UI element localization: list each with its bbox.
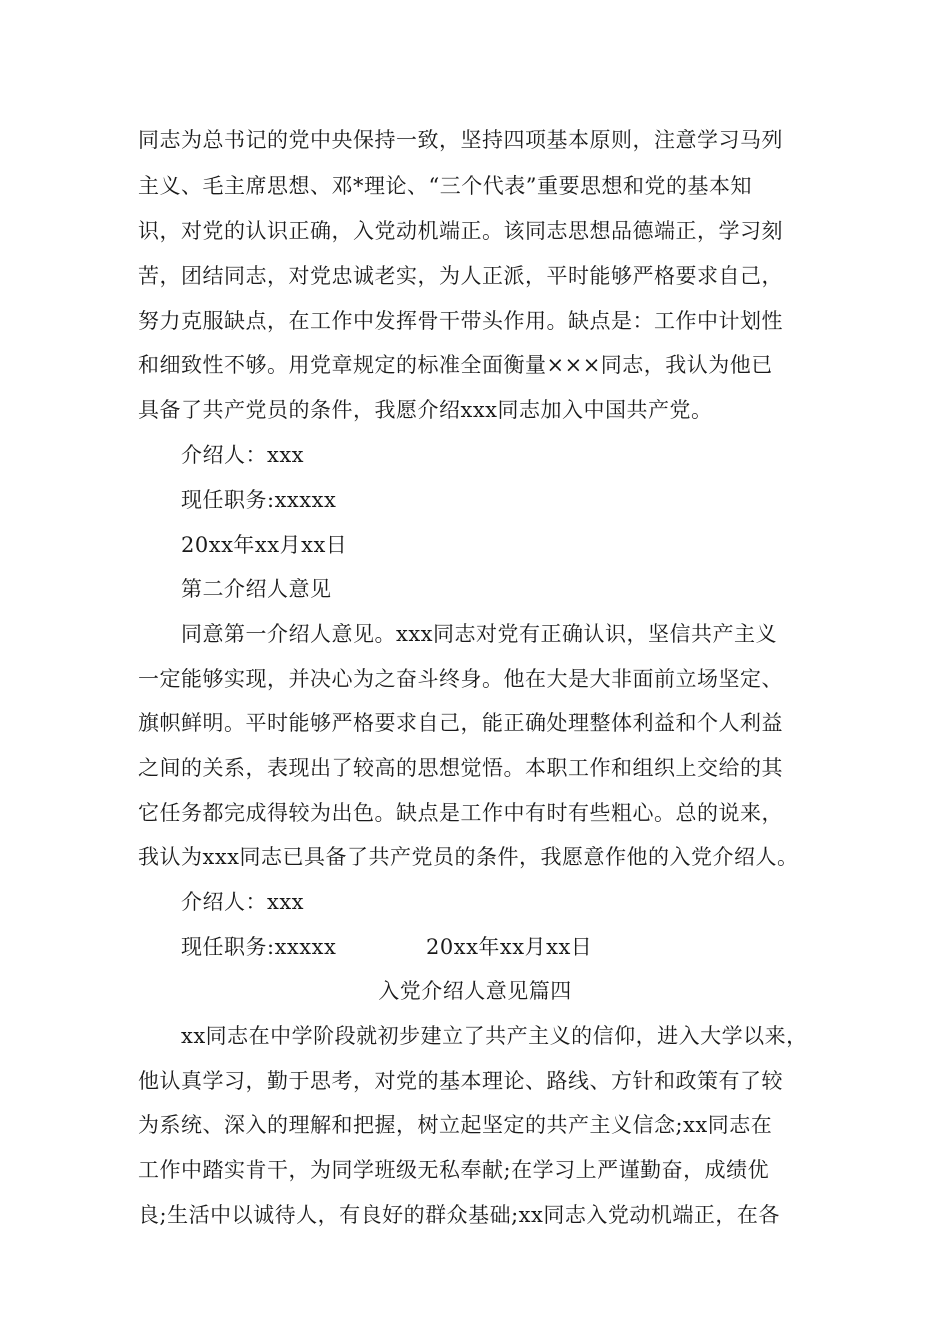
paragraph-2-line-2: 一定能够实现，并决心为之奋斗终身。他在大是大非面前立场坚定、 — [138, 667, 783, 691]
paragraph-3-line-5: 良;生活中以诚待人，有良好的群众基础;xx同志入党动机端正，在各 — [138, 1203, 780, 1227]
paragraph-2-line-5: 它任务都完成得较为出色。缺点是工作中有时有些粗心。总的说来， — [138, 801, 783, 825]
paragraph-2-line-6: 我认为xxx同志已具备了共产党员的条件，我愿意作他的入党介绍人。 — [138, 845, 799, 869]
paragraph-1-line-2: 主义、毛主席思想、邓*理论、“三个代表”重要思想和党的基本知 — [138, 174, 752, 198]
date-1: 20xx年xx月xx日 — [181, 533, 348, 557]
paragraph-3-line-4: 工作中踏实肯干，为同学班级无私奉献;在学习上严谨勤奋，成绩优 — [138, 1158, 770, 1182]
paragraph-3-line-2: 他认真学习，勤于思考，对党的基本理论、路线、方针和政策有了较 — [138, 1069, 783, 1093]
position-1: 现任职务:xxxxx — [181, 488, 337, 512]
section-2-title: 第二介绍人意见 — [181, 577, 332, 601]
introducer-1: 介绍人：xxx — [181, 443, 305, 467]
paragraph-1-line-7: 具备了共产党员的条件，我愿介绍xxx同志加入中国共产党。 — [138, 398, 713, 422]
paragraph-3-line-3: 为系统、深入的理解和把握，树立起坚定的共产主义信念;xx同志在 — [138, 1113, 773, 1137]
paragraph-1-line-3: 识，对党的认识正确，入党动机端正。该同志思想品德端正，学习刻 — [138, 219, 783, 243]
introducer-2: 介绍人：xxx — [181, 890, 305, 914]
paragraph-2-line-1: 同意第一介绍人意见。xxx同志对党有正确认识，坚信共产主义 — [181, 622, 778, 646]
position-2: 现任职务:xxxxx — [181, 935, 337, 959]
paragraph-1-line-6: 和细致性不够。用党章规定的标准全面衡量×××同志，我认为他已 — [138, 353, 773, 377]
paragraph-2-line-3: 旗帜鲜明。平时能够严格要求自己，能正确处理整体利益和个人利益 — [138, 711, 783, 735]
paragraph-1-line-4: 苦，团结同志，对党忠诚老实，为人正派，平时能够严格要求自己， — [138, 264, 783, 288]
section-4-title: 入党介绍人意见篇四 — [378, 979, 572, 1003]
paragraph-2-line-4: 之间的关系，表现出了较高的思想觉悟。本职工作和组织上交给的其 — [138, 756, 783, 780]
paragraph-1-line-1: 同志为总书记的党中央保持一致，坚持四项基本原则，注意学习马列 — [138, 128, 783, 152]
paragraph-3-line-1: xx同志在中学阶段就初步建立了共产主义的信仰，进入大学以来， — [181, 1024, 808, 1048]
paragraph-1-line-5: 努力克服缺点，在工作中发挥骨干带头作用。缺点是：工作中计划性 — [138, 309, 783, 333]
date-2: 20xx年xx月xx日 — [426, 935, 593, 959]
